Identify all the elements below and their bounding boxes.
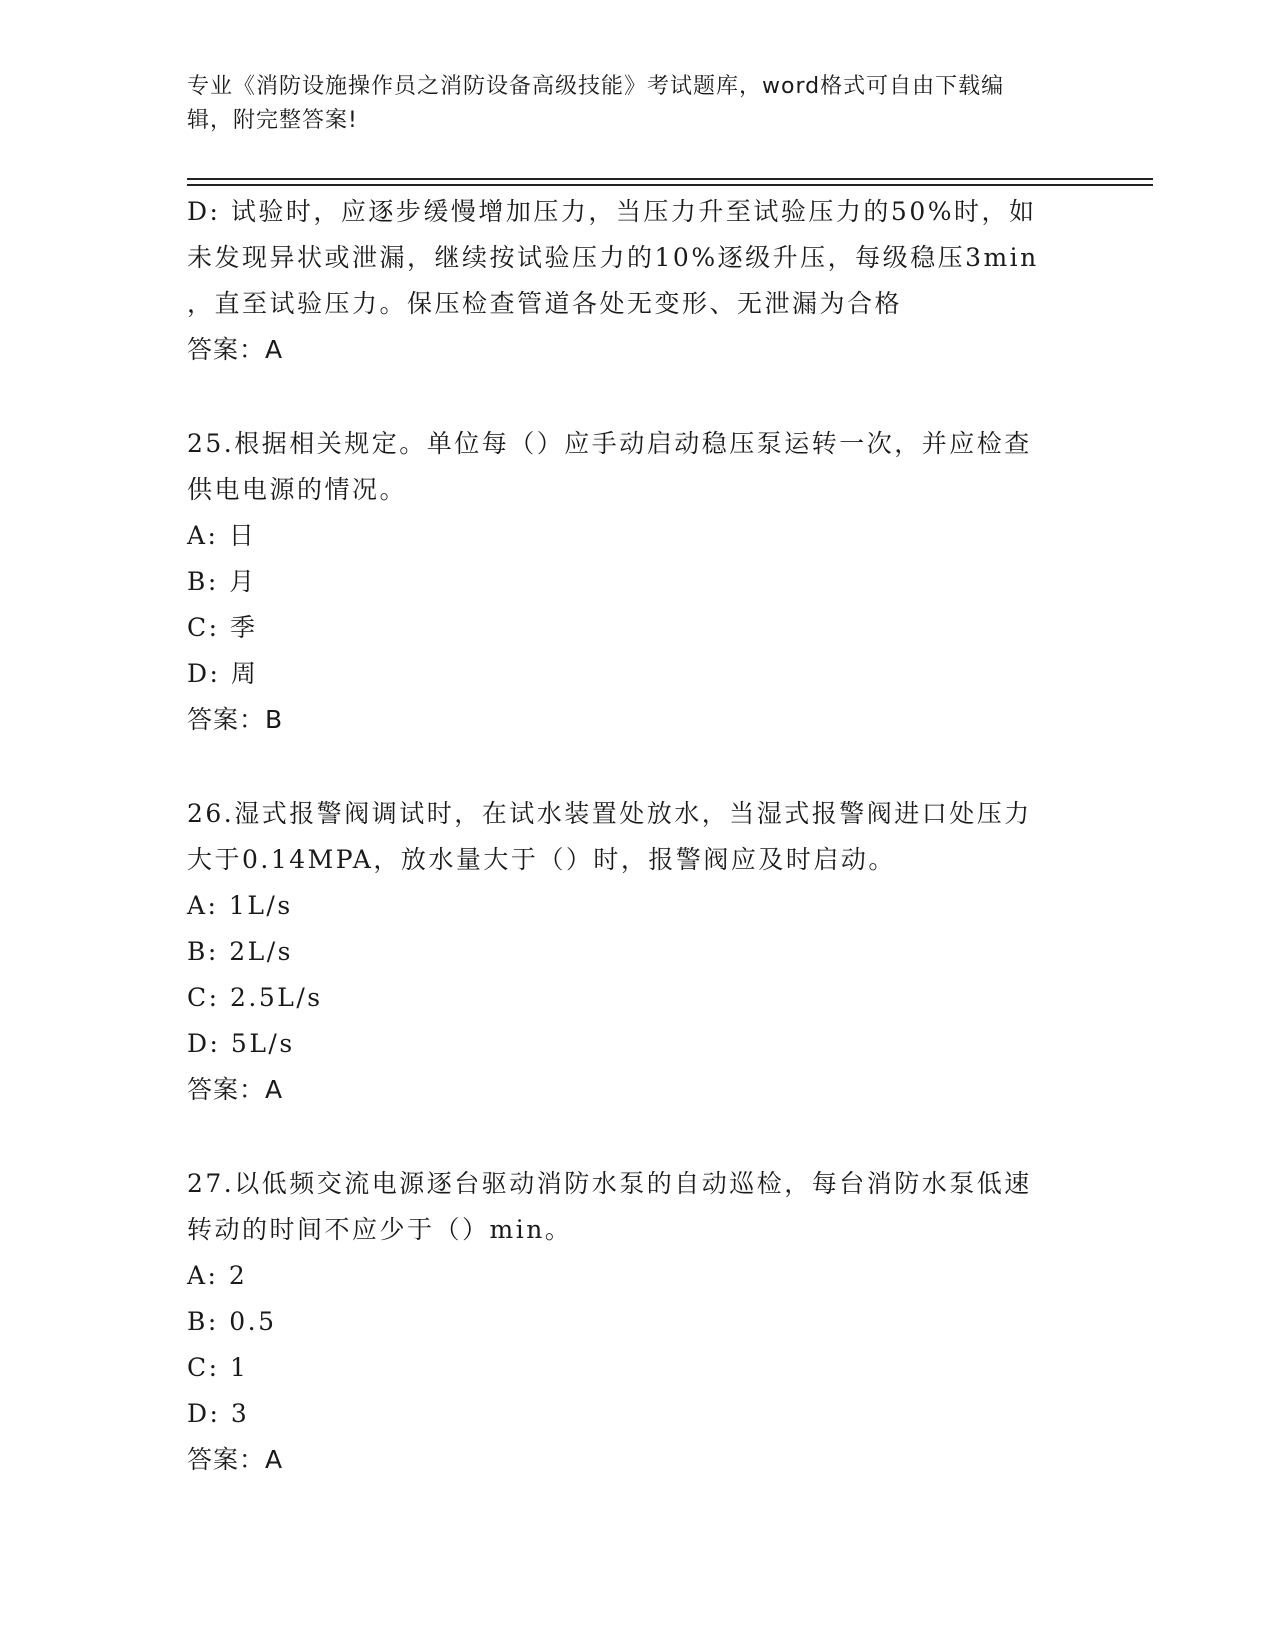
option-a: A: 1L/s: [187, 891, 293, 920]
question-25: [187, 421, 1087, 743]
option-d: D: 周: [187, 659, 259, 688]
document-header: [187, 70, 1067, 138]
answer-line: 答案：A: [187, 1075, 284, 1104]
answer-line: 答案：A: [187, 335, 284, 364]
question-fragment: [187, 189, 1087, 373]
header-line: 辑，附完整答案!: [187, 108, 358, 133]
header-divider: [187, 178, 1153, 180]
option-d: D: 5L/s: [187, 1029, 295, 1058]
question-stem: 25.根据相关规定。单位每（）应手动启动稳压泵运转一次，并应检查: [187, 429, 1032, 458]
question-stem: 供电电源的情况。: [187, 475, 408, 504]
header-divider: [187, 184, 1153, 186]
option-a: A: 日: [187, 521, 257, 550]
header-line: 专业《消防设施操作员之消防设备高级技能》考试题库，word格式可自由下载编: [187, 74, 1005, 99]
option-c: C: 2.5L/s: [187, 983, 323, 1012]
option-text: D: 试验时，应逐步缓慢增加压力，当压力升至试验压力的50%时，如: [187, 197, 1037, 226]
question-stem: 27.以低频交流电源逐台驱动消防水泵的自动巡检，每台消防水泵低速: [187, 1169, 1032, 1198]
answer-line: 答案：B: [187, 705, 284, 734]
option-b: B: 月: [187, 567, 257, 596]
question-stem: 26.湿式报警阀调试时，在试水装置处放水，当湿式报警阀进口处压力: [187, 799, 1032, 828]
question-26: [187, 791, 1087, 1113]
question-27: [187, 1161, 1087, 1483]
option-a: A: 2: [187, 1261, 248, 1290]
answer-line: 答案：A: [187, 1445, 284, 1474]
option-text: 未发现异状或泄漏，继续按试验压力的10%逐级升压，每级稳压3min: [187, 243, 1039, 272]
question-stem: 转动的时间不应少于（）min。: [187, 1215, 573, 1244]
option-b: B: 2L/s: [187, 937, 294, 966]
question-stem: 大于0.14MPA，放水量大于（）时，报警阀应及时启动。: [187, 845, 896, 874]
option-c: C: 季: [187, 613, 258, 642]
option-d: D: 3: [187, 1399, 250, 1428]
document-body: [187, 189, 1087, 1483]
option-text: ，直至试验压力。保压检查管道各处无变形、无泄漏为合格: [187, 289, 903, 318]
option-c: C: 1: [187, 1353, 249, 1382]
option-b: B: 0.5: [187, 1307, 277, 1336]
